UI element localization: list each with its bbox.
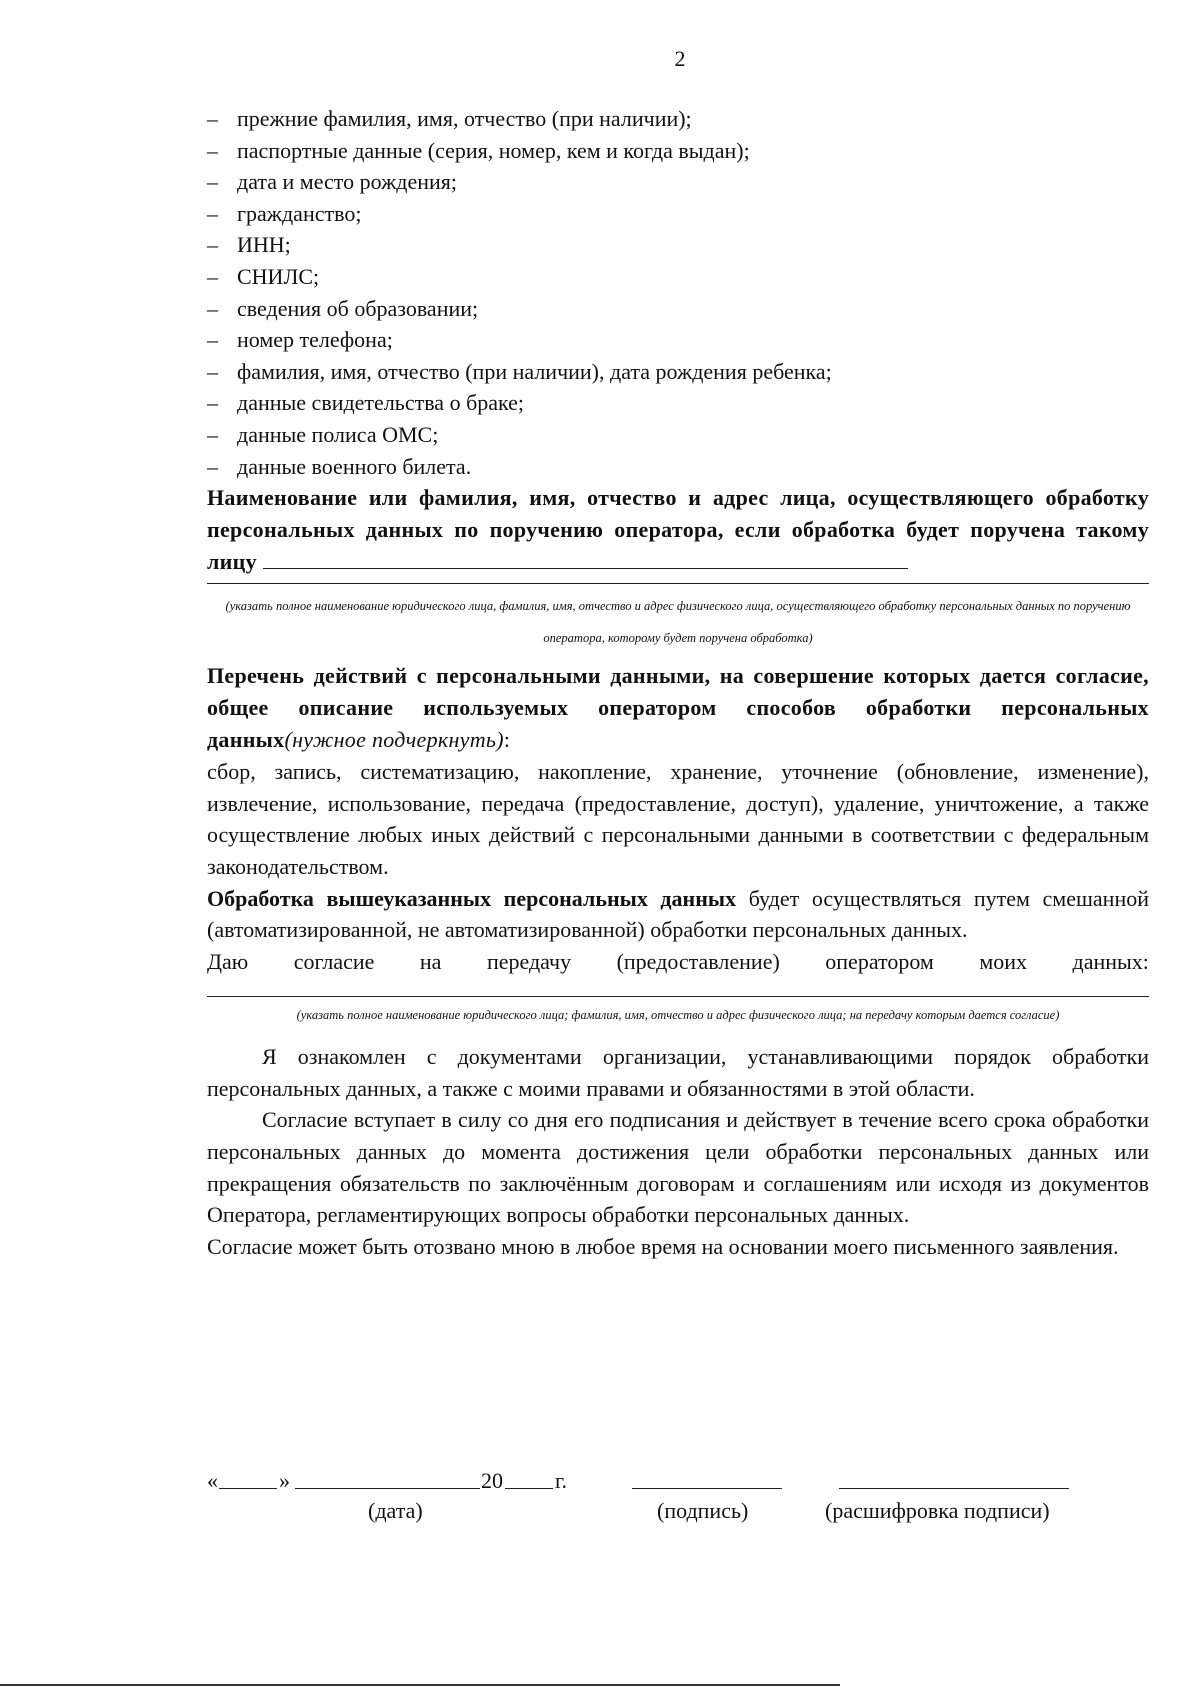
actions-heading-note: (нужное подчеркнуть) <box>284 727 504 753</box>
page-number: 2 <box>674 46 686 71</box>
validity-paragraph: Согласие вступает в силу со дня его подписания и действует в течение всего срока обработки персональных данных до момента достижения цели обработки персональных данных или прекращения обязательств по заключённым договорам и соглашениям или исходя из документов Оператора, регламентирующих вопросы обработки персональных данных. <box>207 1107 1149 1228</box>
list-item <box>207 324 1149 356</box>
list-item <box>207 198 1149 230</box>
list-item <box>207 451 1149 483</box>
list-item <box>207 387 1149 419</box>
acquainted-paragraph: Я ознакомлен с документами организации, устанавливающими порядок обработки персональных данных, а также с моими правами и обязанностями в этой области. <box>207 1044 1149 1101</box>
list-item-text: паспортные данные (серия, номер, кем и когда выдан); <box>237 137 750 163</box>
decoding-field[interactable] <box>839 1468 1069 1495</box>
transfer-word: моих <box>979 948 1028 974</box>
list-item <box>207 166 1149 198</box>
year-prefix: 20 <box>481 1468 503 1493</box>
dash-marker: – <box>207 106 218 131</box>
list-item <box>207 103 1149 135</box>
processing-paragraph <box>207 883 1149 946</box>
list-item-text: данные полиса ОМС; <box>237 421 439 447</box>
list-item-text: ИНН; <box>237 232 291 258</box>
transfer-word: Даю <box>207 948 249 974</box>
actions-heading-text: Перечень действий с персональными данными, на совершение которых дается согласие, общее описание используемых оператором способов обработки персональных данных <box>207 663 1149 753</box>
dash-marker: – <box>207 137 218 163</box>
transfer-word: оператором <box>825 948 934 974</box>
year-suffix: г. <box>555 1468 568 1493</box>
day-field[interactable] <box>219 1468 277 1495</box>
transfer-line <box>207 946 1149 978</box>
processor-heading-text: Наименование или фамилия, имя, отчество и адрес лица, осуществляющего обработку персональных данных по поручению оператора, если обработка будет поручена такому лицу <box>207 485 1149 575</box>
list-item <box>207 419 1149 451</box>
actions-heading-colon: : <box>503 727 511 753</box>
transfer-word: передачу <box>486 948 572 974</box>
actions-heading <box>207 660 1149 756</box>
transfer-underline[interactable] <box>207 995 1149 997</box>
date-open-quote: « <box>207 1468 218 1493</box>
signature-block <box>207 1468 1107 1538</box>
personal-data-list <box>207 103 1149 482</box>
transfer-word: (предоставление) <box>616 948 780 974</box>
processing-text: будет осуществляться путем смешанной (автоматизированной, не автоматизированной) обработки персональных данных. <box>207 885 1149 943</box>
list-item <box>207 356 1149 388</box>
list-item-text: гражданство; <box>237 200 362 226</box>
processor-hint: (указать полное наименование юридического лица, фамилия, имя, отчество и адрес физического лица, осуществляющего обработку персональных данных по поручению оператора, которому будет поручена обработка) <box>225 599 1131 646</box>
list-item-text: данные свидетельства о браке; <box>237 390 525 416</box>
dash-marker: – <box>207 358 218 384</box>
processor-underline[interactable] <box>207 582 1149 584</box>
date-label: (дата) <box>368 1498 423 1523</box>
document-body <box>207 103 1149 1262</box>
dash-marker: – <box>207 421 218 447</box>
dash-marker: – <box>207 327 218 353</box>
processor-heading <box>207 482 1149 578</box>
year-field[interactable] <box>505 1468 553 1495</box>
revocation-paragraph: Согласие может быть отозвано мною в любое время на основании моего письменного заявления. <box>207 1233 1119 1259</box>
list-item-text: дата и место рождения; <box>237 169 458 195</box>
signature-label: (подпись) <box>657 1498 749 1523</box>
footer-rule <box>0 1684 840 1686</box>
dash-marker: – <box>207 453 218 479</box>
transfer-word: на <box>419 948 442 974</box>
dash-marker: – <box>207 232 218 258</box>
signature-field[interactable] <box>632 1468 782 1495</box>
month-field[interactable] <box>295 1468 480 1495</box>
transfer-word: данных: <box>1072 948 1149 974</box>
list-item-text: номер телефона; <box>237 327 393 353</box>
dash-marker: – <box>207 200 218 226</box>
list-item-text: данные военного билета. <box>237 453 472 479</box>
dash-marker: – <box>207 263 218 289</box>
dash-marker: – <box>207 295 218 321</box>
list-item <box>207 261 1149 293</box>
processor-inline-line[interactable] <box>263 550 908 569</box>
actions-text: сбор, запись, систематизацию, накопление, хранение, уточнение (обновление, изменение), извлечение, использование, передача (предоставление, доступ), удаление, уничтожение, а также осуществление любых иных действий с персональными данными в соответствии с федеральным законодательством. <box>207 759 1149 879</box>
list-item-text: СНИЛС; <box>237 263 320 289</box>
dash-marker: – <box>207 390 218 416</box>
list-item <box>207 293 1149 325</box>
processing-bold: Обработка вышеуказанных персональных данных <box>207 885 737 911</box>
decoding-label: (расшифровка подписи) <box>825 1498 1050 1523</box>
list-item <box>207 135 1149 167</box>
transfer-hint: (указать полное наименование юридического лица; фамилия, имя, отчество и адрес физического лица; на передачу которым дается согласие) <box>296 1008 1060 1023</box>
dash-marker: – <box>207 169 218 195</box>
date-close-quote: » <box>279 1468 290 1493</box>
list-item <box>207 229 1149 261</box>
list-item-text: сведения об образовании; <box>237 295 479 321</box>
list-item-text: прежние фамилия, имя, отчество (при наличии); <box>237 106 692 131</box>
transfer-word: согласие <box>293 948 375 974</box>
list-item-text: фамилия, имя, отчество (при наличии), дата рождения ребенка; <box>237 358 832 384</box>
